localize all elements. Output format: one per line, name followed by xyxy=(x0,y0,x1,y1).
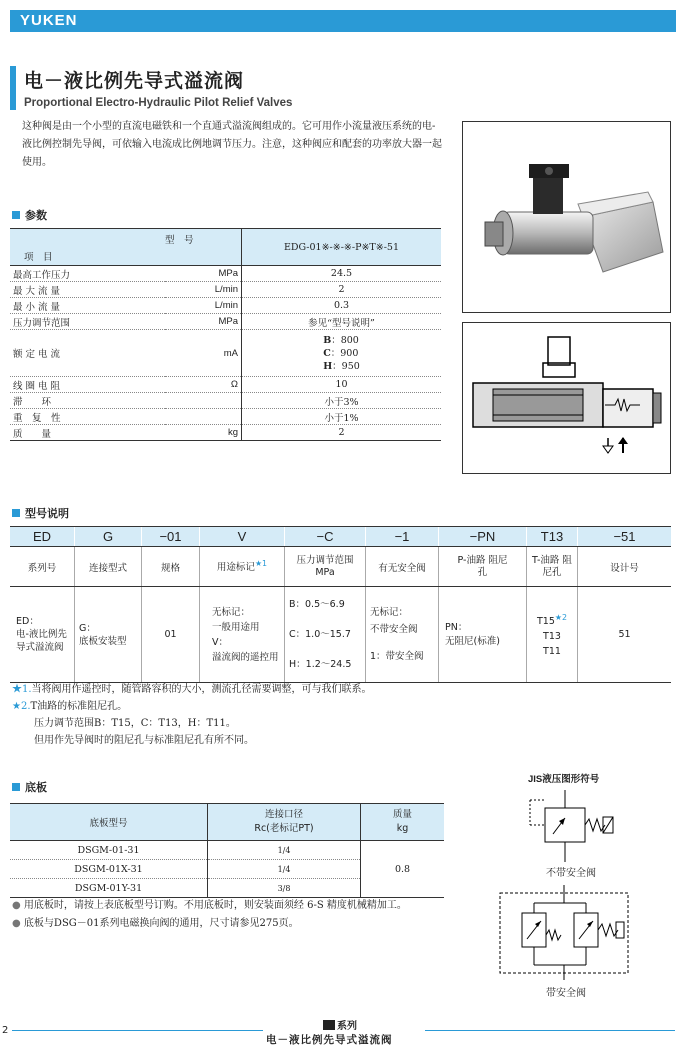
series-logo-icon xyxy=(323,1020,335,1030)
params-table xyxy=(10,228,441,441)
code-t-orifice: T13 xyxy=(527,527,578,547)
code-size: −01 xyxy=(142,527,200,547)
bullet-square-icon xyxy=(12,783,20,791)
bullet-dot-icon: ● xyxy=(12,900,21,911)
code-series: ED xyxy=(10,527,75,547)
params-heading: 参数 xyxy=(12,207,47,223)
bullet-dot-icon: ● xyxy=(12,918,21,929)
jis-caption-no-safety: 不带安全阀 xyxy=(546,868,596,879)
model-notes: ★1.当将阀用作遥控时，随管路容积的大小，测流孔径需要调整，可与我们联系。 ★2.T油路的标准阻尼孔。 压力调节范围B：T15，C：T13，H：T11。 但用作先导阀时的阻尼孔与标准阻尼孔有所不同。 xyxy=(12,684,372,746)
bullet-square-icon xyxy=(12,509,20,517)
jis-symbol-no-safety xyxy=(515,790,615,866)
param-row: 线 圈 电 阻 Ω 10 xyxy=(10,377,441,393)
base-row: DSGM-01Y-31 3/8 xyxy=(10,879,444,898)
code-design: −51 xyxy=(578,527,672,547)
base-table: 底板型号 连接口径 Rc(老标记PT) 质量 kg DSGM-01-31 1/4 0.8 DSGM-01X-31 1/4 DSGM-01Y-31 3/8 xyxy=(10,803,444,898)
footer-line xyxy=(12,1030,263,1031)
header-item: 项 目 xyxy=(24,252,53,263)
param-row: 最 小 流 量 L/min 0.3 xyxy=(10,298,441,314)
param-row: 最 大 流 量 L/min 2 xyxy=(10,282,441,298)
cross-section-drawing xyxy=(462,322,671,474)
base-row: DSGM-01X-31 1/4 xyxy=(10,860,444,879)
product-photo xyxy=(462,121,671,313)
brand-logo: YUKEN xyxy=(20,12,78,29)
base-row: DSGM-01-31 1/4 0.8 xyxy=(10,841,444,860)
title-accent xyxy=(10,66,16,110)
param-row: 压力调节范围 MPa 参见“型号说明” xyxy=(10,314,441,330)
param-row: 重 复 性 小于1% xyxy=(10,409,441,425)
jis-symbol-with-safety xyxy=(494,885,634,984)
current-values: B：800 C：900 H：950 xyxy=(242,330,442,377)
param-row: 质 量 kg 2 xyxy=(10,425,441,441)
footer-title: 电－液比例先导式溢流阀 xyxy=(266,1034,393,1046)
footer-line xyxy=(425,1030,675,1031)
param-row: 最高工作压力 MPa 24.5 xyxy=(10,266,441,282)
page-title: 电－液比例先导式溢流阀 xyxy=(24,70,245,92)
code-usage: V xyxy=(200,527,285,547)
code-safety: −1 xyxy=(366,527,439,547)
model-heading: 型号说明 xyxy=(12,505,69,521)
code-pressure: −C xyxy=(285,527,366,547)
intro-text: 这种阀是由一个小型的直流电磁铁和一个直通式溢流阀组成的。它可用作小流量液压系统的电-液比例控制先导阀，可依输入电流成比例地调节压力。注意，这种阀应和配套的功率放大器一起使用。 xyxy=(22,121,442,168)
header-value: EDG-01※-※-※-P※T※-51 xyxy=(242,229,442,266)
jis-title: JIS液压图形符号 xyxy=(528,774,600,785)
header-model: 型 号 xyxy=(165,235,194,246)
param-row: 滞 环 小于3% xyxy=(10,393,441,409)
footer-series: 系列 xyxy=(323,1017,357,1032)
bullet-square-icon xyxy=(12,211,20,219)
header-bar xyxy=(10,10,676,32)
code-connection: G xyxy=(75,527,142,547)
page-subtitle: Proportional Electro-Hydraulic Pilot Relief Valves xyxy=(24,97,293,109)
base-heading: 底板 xyxy=(12,779,47,795)
code-p-orifice: −PN xyxy=(439,527,527,547)
page-number: 2 xyxy=(2,1025,9,1036)
jis-caption-with-safety: 带安全阀 xyxy=(546,988,586,999)
base-notes: ● 用底板时，请按上表底板型号订购。不用底板时，则安装面须经 6-S 精度机械精加工。 ● 底板与DSG－01系列电磁换向阀的通用，尺寸请参见275页。 xyxy=(12,900,407,929)
param-row: 额 定 电 流 mA B：800 C：900 H：950 xyxy=(10,330,441,377)
model-table: ED G −01 V −C −1 −PN T13 −51 系列号 连接型式 规格 用途标记$^{★1}$ 压力调节范围 MPa 有无安全阀 P-油路 阻尼孔 T-油路 阻尼孔 设计号 ED： 电-液比例先导式溢流阀 G： 底板安装型 01 无标记： 一般用途用 V： 溢流阀的遥控用 B：0.5～6.9 C：1.0～15.7 H：1.2～24.5 无标记： 不带安全阀 1：带安全阀 PN： 无阻尼(标准) $T15^{★2}$ T13 T11 51 xyxy=(10,526,671,683)
